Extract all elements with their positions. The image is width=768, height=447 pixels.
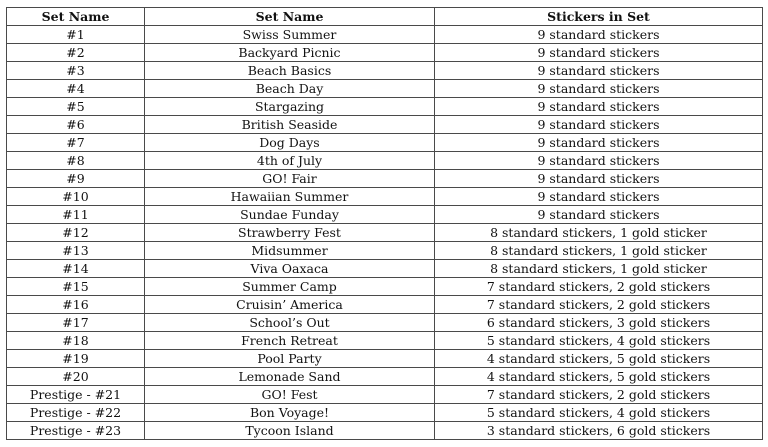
cell-set-name: Sundae Funday bbox=[145, 206, 435, 224]
cell-set-number: #7 bbox=[7, 134, 145, 152]
cell-stickers: 9 standard stickers bbox=[435, 80, 763, 98]
cell-set-number: Prestige - #21 bbox=[7, 386, 145, 404]
cell-set-number: #20 bbox=[7, 368, 145, 386]
cell-stickers: 4 standard stickers, 5 gold stickers bbox=[435, 350, 763, 368]
sticker-sets-table bbox=[6, 7, 763, 440]
cell-stickers: 9 standard stickers bbox=[435, 116, 763, 134]
cell-set-name: Beach Basics bbox=[145, 62, 435, 80]
table-row bbox=[7, 242, 763, 260]
cell-set-number: #1 bbox=[7, 26, 145, 44]
table-row bbox=[7, 368, 763, 386]
cell-set-name: Backyard Picnic bbox=[145, 44, 435, 62]
cell-set-name: 4th of July bbox=[145, 152, 435, 170]
cell-stickers: 7 standard stickers, 2 gold stickers bbox=[435, 278, 763, 296]
cell-set-number: #13 bbox=[7, 242, 145, 260]
table-row bbox=[7, 224, 763, 242]
table-row bbox=[7, 278, 763, 296]
table-row bbox=[7, 422, 763, 440]
cell-set-number: #17 bbox=[7, 314, 145, 332]
table-row bbox=[7, 80, 763, 98]
cell-set-number: #18 bbox=[7, 332, 145, 350]
table-row bbox=[7, 386, 763, 404]
table-row bbox=[7, 152, 763, 170]
cell-set-number: #9 bbox=[7, 170, 145, 188]
cell-stickers: 5 standard stickers, 4 gold stickers bbox=[435, 404, 763, 422]
sticker-sets-document bbox=[6, 7, 762, 440]
cell-set-name: British Seaside bbox=[145, 116, 435, 134]
cell-set-number: #5 bbox=[7, 98, 145, 116]
table-row bbox=[7, 350, 763, 368]
cell-stickers: 9 standard stickers bbox=[435, 134, 763, 152]
table-row bbox=[7, 188, 763, 206]
table-row bbox=[7, 44, 763, 62]
cell-stickers: 3 standard stickers, 6 gold stickers bbox=[435, 422, 763, 440]
cell-set-name: Viva Oaxaca bbox=[145, 260, 435, 278]
cell-stickers: 9 standard stickers bbox=[435, 98, 763, 116]
cell-set-number: Prestige - #22 bbox=[7, 404, 145, 422]
cell-stickers: 6 standard stickers, 3 gold stickers bbox=[435, 314, 763, 332]
cell-stickers: 8 standard stickers, 1 gold sticker bbox=[435, 224, 763, 242]
cell-set-name: Swiss Summer bbox=[145, 26, 435, 44]
table-row bbox=[7, 116, 763, 134]
cell-set-number: #2 bbox=[7, 44, 145, 62]
cell-set-name: Stargazing bbox=[145, 98, 435, 116]
cell-set-name: GO! Fair bbox=[145, 170, 435, 188]
cell-set-number: #6 bbox=[7, 116, 145, 134]
cell-stickers: 9 standard stickers bbox=[435, 62, 763, 80]
cell-set-number: #12 bbox=[7, 224, 145, 242]
table-header bbox=[7, 8, 763, 26]
cell-stickers: 8 standard stickers, 1 gold sticker bbox=[435, 260, 763, 278]
cell-set-name: Tycoon Island bbox=[145, 422, 435, 440]
cell-set-number: Prestige - #23 bbox=[7, 422, 145, 440]
table-row bbox=[7, 260, 763, 278]
cell-stickers: 8 standard stickers, 1 gold sticker bbox=[435, 242, 763, 260]
cell-stickers: 9 standard stickers bbox=[435, 188, 763, 206]
cell-set-number: #4 bbox=[7, 80, 145, 98]
cell-stickers: 7 standard stickers, 2 gold stickers bbox=[435, 386, 763, 404]
cell-set-name: French Retreat bbox=[145, 332, 435, 350]
header-row bbox=[7, 8, 763, 26]
cell-set-name: Dog Days bbox=[145, 134, 435, 152]
cell-set-name: GO! Fest bbox=[145, 386, 435, 404]
cell-set-name: Pool Party bbox=[145, 350, 435, 368]
header-stickers-in-set: Stickers in Set bbox=[435, 8, 763, 26]
cell-set-name: School’s Out bbox=[145, 314, 435, 332]
cell-stickers: 4 standard stickers, 5 gold stickers bbox=[435, 368, 763, 386]
cell-set-name: Strawberry Fest bbox=[145, 224, 435, 242]
table-row bbox=[7, 26, 763, 44]
table-row bbox=[7, 98, 763, 116]
table-row bbox=[7, 206, 763, 224]
cell-set-number: #19 bbox=[7, 350, 145, 368]
cell-set-number: #8 bbox=[7, 152, 145, 170]
cell-stickers: 9 standard stickers bbox=[435, 152, 763, 170]
cell-set-name: Bon Voyage! bbox=[145, 404, 435, 422]
cell-set-number: #3 bbox=[7, 62, 145, 80]
header-set-name: Set Name bbox=[145, 8, 435, 26]
cell-set-name: Summer Camp bbox=[145, 278, 435, 296]
cell-set-name: Lemonade Sand bbox=[145, 368, 435, 386]
cell-stickers: 9 standard stickers bbox=[435, 44, 763, 62]
cell-stickers: 9 standard stickers bbox=[435, 26, 763, 44]
cell-set-name: Beach Day bbox=[145, 80, 435, 98]
cell-stickers: 7 standard stickers, 2 gold stickers bbox=[435, 296, 763, 314]
cell-set-number: #10 bbox=[7, 188, 145, 206]
cell-set-number: #11 bbox=[7, 206, 145, 224]
table-body bbox=[7, 26, 763, 440]
cell-set-name: Midsummer bbox=[145, 242, 435, 260]
cell-set-number: #15 bbox=[7, 278, 145, 296]
cell-stickers: 9 standard stickers bbox=[435, 170, 763, 188]
cell-set-name: Cruisin’ America bbox=[145, 296, 435, 314]
table-row bbox=[7, 296, 763, 314]
table-row bbox=[7, 314, 763, 332]
cell-set-number: #14 bbox=[7, 260, 145, 278]
table-row bbox=[7, 134, 763, 152]
header-set-number: Set Name bbox=[7, 8, 145, 26]
cell-set-name: Hawaiian Summer bbox=[145, 188, 435, 206]
cell-set-number: #16 bbox=[7, 296, 145, 314]
table-row bbox=[7, 62, 763, 80]
table-row bbox=[7, 170, 763, 188]
cell-stickers: 9 standard stickers bbox=[435, 206, 763, 224]
cell-stickers: 5 standard stickers, 4 gold stickers bbox=[435, 332, 763, 350]
table-row bbox=[7, 332, 763, 350]
table-row bbox=[7, 404, 763, 422]
